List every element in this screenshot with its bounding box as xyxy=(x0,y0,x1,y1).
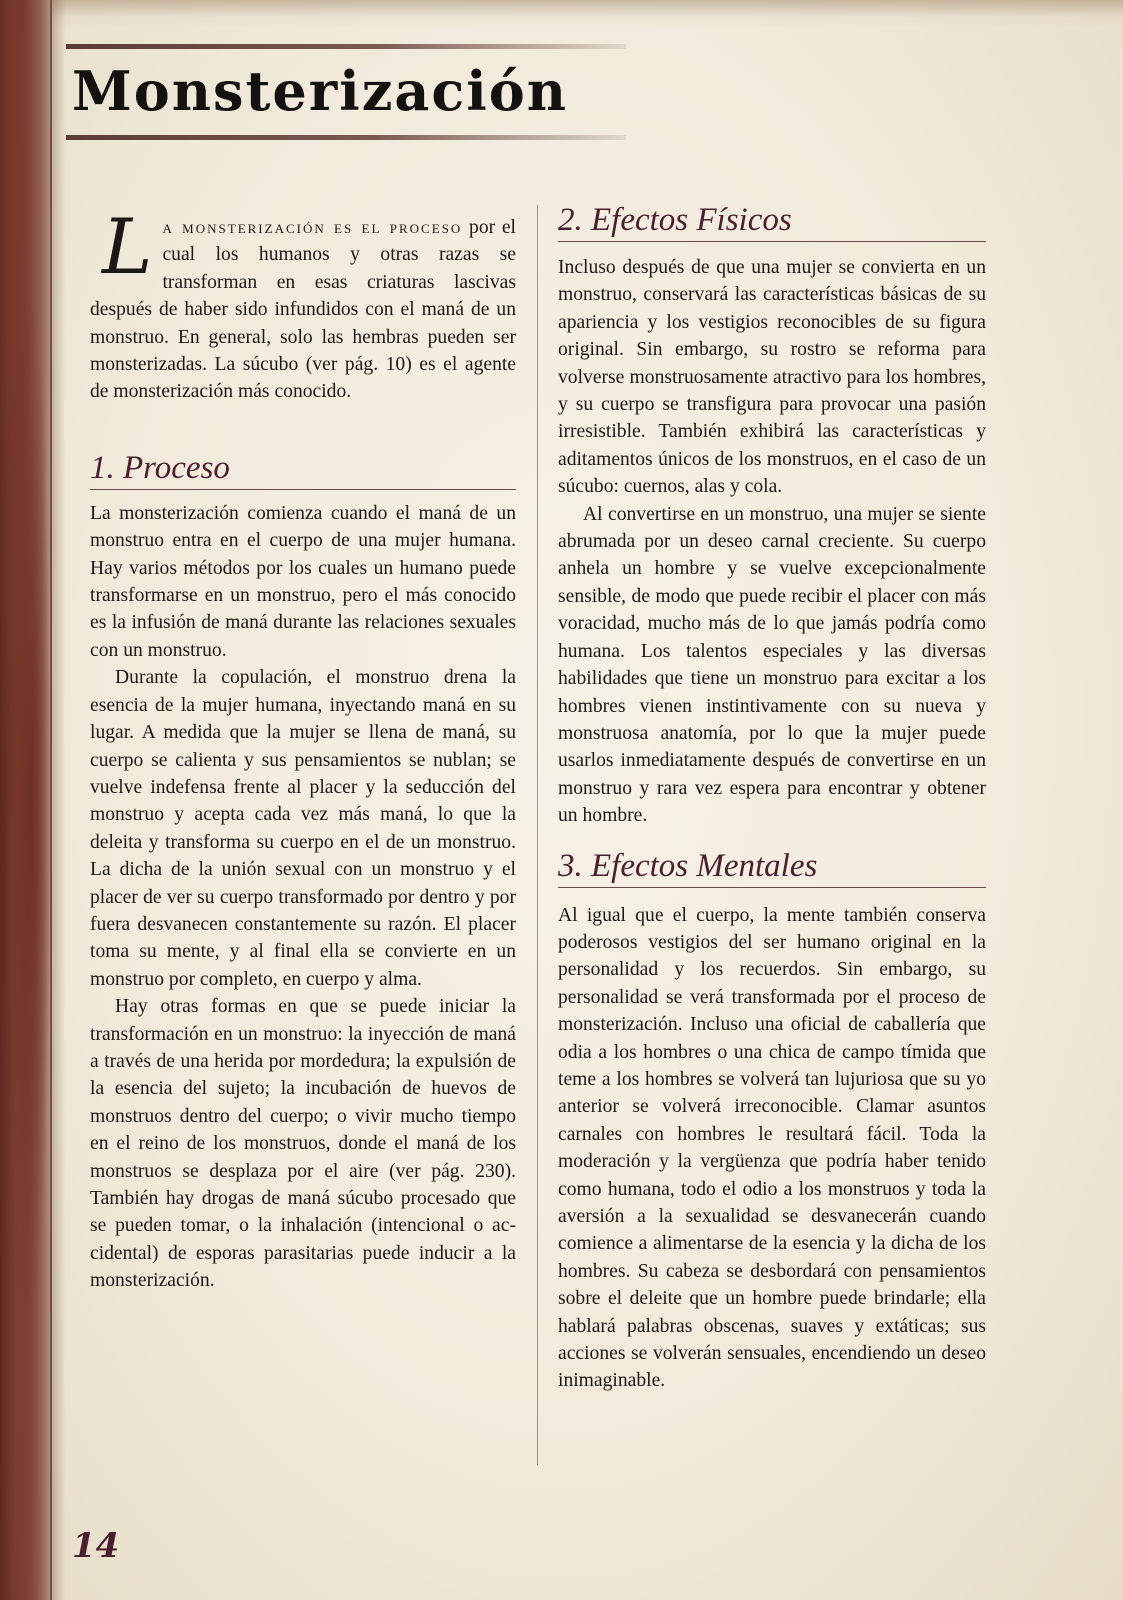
fisicos-paragraph-2: Al convertirse en un monstruo, una mujer se siente abrumada por un deseo carnal creciente. Su cuerpo anhela un hombre y se vuelve excepcionalmente sensible, de modo que puede recibir el placer con más voracidad, mucho más de lo que jamás podría como humana. Los talentos especiales y las diversas habilidades que tiene un monstruo para excitar a los hombres vienen instintivamente con su nueva y monstruosa anatomía, por lo que la mujer puede usarlos inmediatamente después de convertirse en un monstruo y rara vez espera para encontrar y obtener un hombre. xyxy=(558,503,986,827)
spine-shadow xyxy=(52,0,66,1600)
proceso-paragraph-2: Durante la copulación, el monstruo drena la esencia de la mujer humana, inyectando maná en su lugar. A medida que la mujer se llena de maná, su cuerpo se calienta y sus pensamientos se nublan; se vuelve indefensa frente al placer y la seducción del monstruo y acepta cada vez más maná, lo que la deleita y transforma su cuerpo en el de un monstruo. La dicha de la unión sexual con un monstruo y el placer de ver su cuerpo transformado por dentro y por fuera desvanecen constantemente su razón. El placer toma su mente, y al final ella se convierte en un monstruo por completo, en cuerpo y alma. xyxy=(90,667,516,990)
drop-cap: L xyxy=(102,202,153,291)
proceso-paragraph-1: La monsterización comienza cuando el maná de un monstruo entra en el cuerpo de una mujer humana. Hay varios métodos por los cuales un humano puede transformarse en un monstruo, pero el más conocido es la infusión de maná durante las relaciones sexuales con un monstruo. xyxy=(90,502,516,661)
heading-proceso: 1. Proceso xyxy=(90,448,516,490)
fisicos-paragraph-1: Incluso después de que una mujer se convierta en un monstruo, conservará las características básicas de su apariencia y los vestigios reconocibles de su figura original. Sin embargo, su rostro se reforma para volverse monstruosamente atractivo para los hombres, y su cuerpo se transfigura para provocar una pasión irresistible. También exhibirá las características y aditamentos únicos de los monstruos, en el caso de un súcubo: cuernos, alas y cola. xyxy=(558,257,986,498)
title-rule-bottom xyxy=(66,135,626,140)
title-block xyxy=(66,44,626,140)
heading-efectos-mentales: 3. Efectos Mentales xyxy=(558,846,986,888)
proceso-paragraph-3: Hay otras formas en que se puede iniciar la transformación en un monstruo: la inyección de maná a través de una herida por mordedura; la expulsión de la esencia del sujeto; la incubación de huevos de monstruos dentro del cuerpo; o vivir mucho tiempo en el reino de los monstruos, donde el maná de los monstruos se desplaza por el aire (ver pág. 230). También hay drogas de maná súcubo procesado que se pueden tomar, o la inhalación (intencional o accidental) de esporas parasitarias puede inducir a la monsterización. xyxy=(90,996,516,1292)
book-spine-border xyxy=(0,0,52,1600)
intro-body: por el cual los humanos y otras razas se transforman en esas criaturas lascivas después de haber sido infundidos con el maná de un monstruo. En general, solo las hembras pueden ser monsterizadas. La súcubo (ver pág. 10) es el agente de monsterización más conocido. xyxy=(90,217,517,403)
intro-lead-smallcaps: a monsterización es el proceso xyxy=(162,217,463,237)
page-title: Monsterización xyxy=(72,59,569,123)
heading-efectos-fisicos: 2. Efectos Físicos xyxy=(558,200,986,242)
mentales-paragraph-1: Al igual que el cuerpo, la mente también conserva poderosos vestigios del ser humano original en la personalidad y los recuerdos. Sin embargo, su personalidad se verá transformada por el proceso de monsterización. Incluso una oficial de caballería que odia a los hombres o una chica de campo tímida que teme a los hombres se volverá tan lujuriosa que su yo anterior se volverá irreconocible. Clamar asuntos carnales con hombres le resultará fácil. Toda la moderación y la vergüenza que podría haber tenido como humana, todo el odio a los monstruos y toda la aversión a la sexualidad se desvanecerán cuando comience a alimentarse de la esencia y la dicha de los hombres. Su cabeza se desbordará con pensamientos sobre el deleite que un hombre puede brindarle; ella hablará palabras obscenas, suaves y extáticas; sus acciones se volverán sensuales, encendiendo un deseo inimaginable. xyxy=(558,904,986,1392)
right-column xyxy=(558,200,986,1395)
column-divider xyxy=(537,205,538,1465)
title-rule-top xyxy=(66,44,626,49)
page-number: 14 xyxy=(72,1526,120,1566)
intro-text xyxy=(90,202,517,406)
left-column xyxy=(90,200,516,1295)
intro-paragraph xyxy=(90,202,517,406)
top-edge-texture xyxy=(0,0,1123,28)
